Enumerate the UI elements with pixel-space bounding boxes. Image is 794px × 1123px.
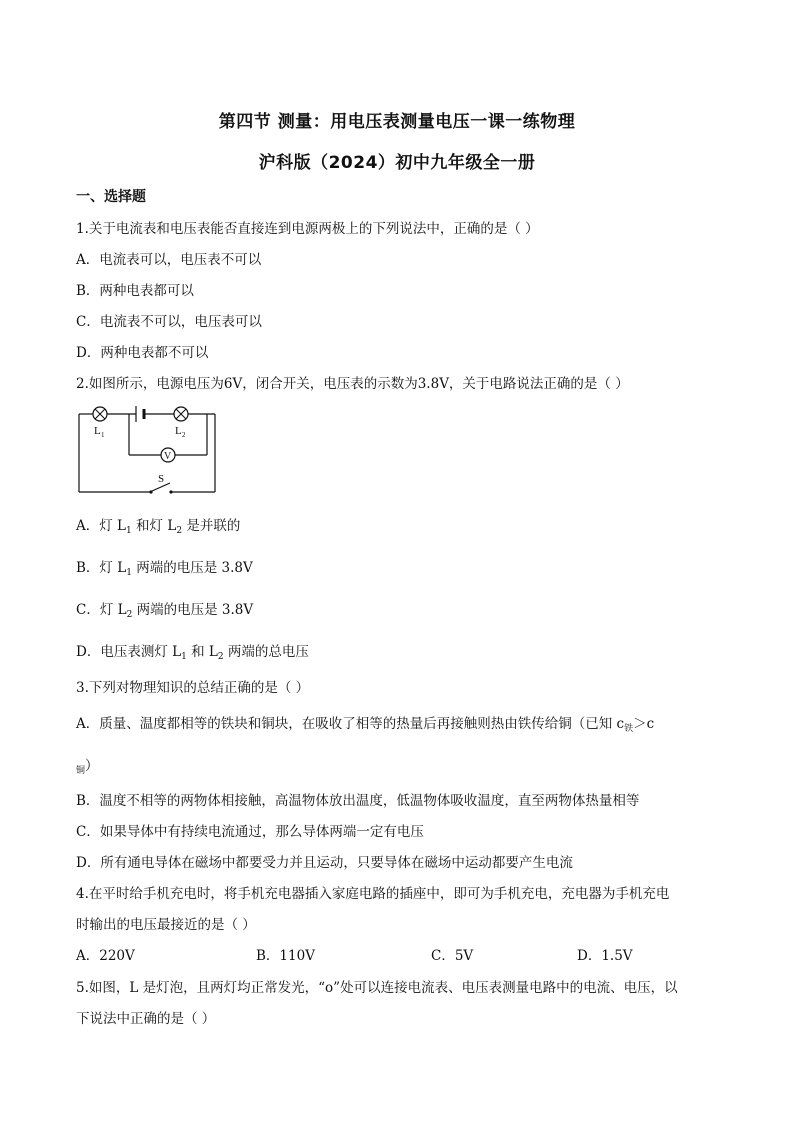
- q1-option-d: D．两种电表都不可以: [76, 345, 209, 361]
- q1-option-c: C．电流表不可以，电压表可以: [76, 314, 262, 330]
- q2-option-c: C．灯 $L_2$ 两端的电压是 3.8V: [76, 602, 254, 620]
- q3-stem: 3.下列对物理知识的总结正确的是（ ）: [76, 680, 310, 696]
- lamp-l2-symbol: [174, 407, 188, 421]
- q3-option-a-line1: A．质量、温度都相等的铁块和铜块，在吸收了相等的热量后再接触则热由铁传给铜（已知 $c_铁>c$: [76, 716, 655, 734]
- q2-stem: 2.如图所示，电源电压为6V，闭合开关，电压表的示数为3.8V，关于电路说法正确的是（ ）: [76, 376, 629, 392]
- q4-option-a: A．220V: [76, 948, 135, 964]
- page-title-line1: 第四节 测量：用电压表测量电压一课一练物理: [218, 112, 576, 132]
- q4-stem-line2: 时输出的电压最接近的是（ ）: [76, 917, 256, 933]
- lamp-l2-subscript: 2: [182, 431, 186, 439]
- q3-option-a-line2: $_铜$）: [76, 758, 99, 776]
- voltmeter-label: V: [164, 451, 172, 462]
- q4-stem-line1: 4.在平时给手机充电时，将手机充电器插入家庭电路的插座中，即可为手机充电，充电器为手机充电: [76, 886, 670, 902]
- q1-option-b: B．两种电表都可以: [76, 283, 194, 299]
- q2-circuit-diagram: [74, 398, 224, 498]
- q2-option-d: D．电压表测灯 $L_1$ 和 $L_2$ 两端的总电压: [76, 644, 309, 662]
- q3-option-b: B．温度不相等的两物体相接触，高温物体放出温度，低温物体吸收温度，直至两物体热量相等: [76, 793, 640, 809]
- lamp-l2-label: L: [175, 425, 182, 437]
- q3-option-c: C．如果导体中有持续电流通过，那么导体两端一定有电压: [76, 824, 424, 840]
- q2-option-a: A．灯 $L_1$ 和灯 $L_2$ 是并联的: [76, 518, 241, 536]
- q5-stem-line2: 下说法中正确的是（ ）: [76, 1011, 216, 1027]
- q3-option-d: D．所有通电导体在磁场中都要受力并且运动，只要导体在磁场中运动都要产生电流: [76, 855, 573, 871]
- lamp-l1-subscript: 1: [101, 431, 105, 439]
- q4-option-d: D．1.5V: [577, 948, 633, 964]
- switch-label: S: [158, 473, 165, 485]
- q1-stem: 1.关于电流表和电压表能否直接连到电源两极上的下列说法中，正确的是（ ）: [76, 221, 539, 237]
- lamp-l1-symbol: [93, 407, 107, 421]
- q4-option-b: B．110V: [256, 948, 315, 964]
- q1-option-a: A．电流表可以，电压表不可以: [76, 252, 262, 268]
- lamp-l1-label: L: [94, 425, 101, 437]
- q5-stem-line1: 5.如图，L 是灯泡，且两灯均正常发光，“o”处可以连接电流表、电压表测量电路中的电流、电压，以: [76, 980, 678, 996]
- q2-option-b: B．灯 $L_1$ 两端的电压是 3.8V: [76, 560, 253, 578]
- q4-option-c: C．5V: [431, 948, 474, 964]
- battery-symbol: [136, 406, 144, 422]
- page-title-line2: 沪科版（2024）初中九年级全一册: [258, 153, 536, 173]
- section-heading: 一、选择题: [76, 189, 146, 205]
